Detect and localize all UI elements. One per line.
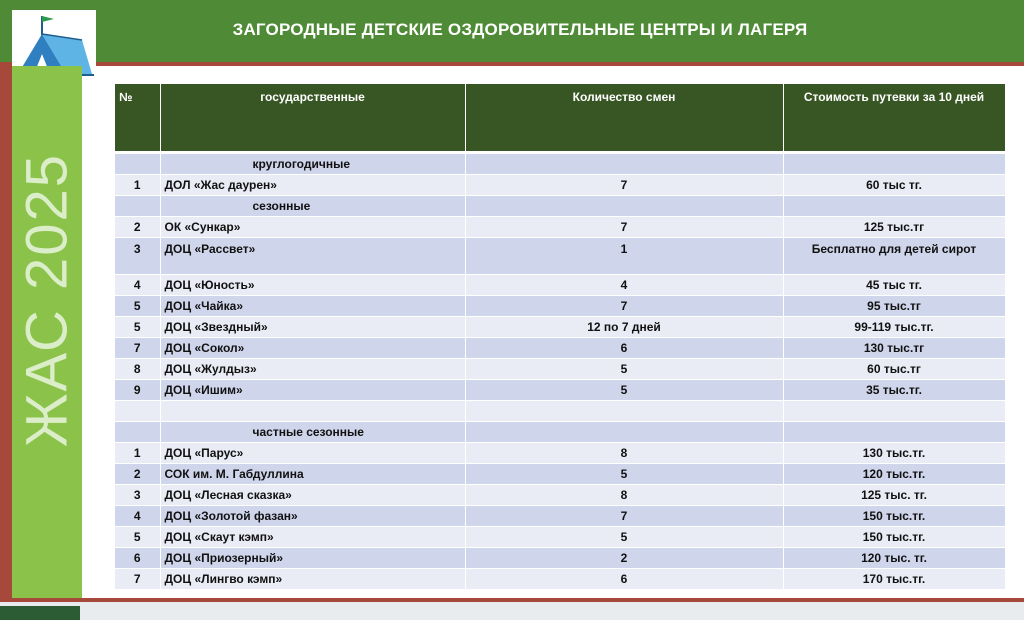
bottom-green-block bbox=[0, 606, 80, 620]
bottom-band bbox=[0, 602, 1024, 620]
row-number: 2 bbox=[115, 464, 160, 485]
row-shifts: 12 по 7 дней bbox=[465, 317, 783, 338]
top-divider bbox=[0, 62, 1024, 66]
row-shifts bbox=[465, 401, 783, 422]
row-shifts: 5 bbox=[465, 464, 783, 485]
row-number: 1 bbox=[115, 443, 160, 464]
row-price: 125 тыс.тг bbox=[783, 217, 1005, 238]
row-price bbox=[783, 196, 1005, 217]
row-price: 99-119 тыс.тг. bbox=[783, 317, 1005, 338]
row-shifts: 1 bbox=[465, 238, 783, 275]
row-price: 170 тыс.тг. bbox=[783, 569, 1005, 590]
row-shifts: 8 bbox=[465, 485, 783, 506]
row-number bbox=[115, 154, 160, 175]
row-number: 5 bbox=[115, 317, 160, 338]
row-shifts: 6 bbox=[465, 338, 783, 359]
row-number: 7 bbox=[115, 338, 160, 359]
row-shifts: 5 bbox=[465, 527, 783, 548]
row-shifts: 7 bbox=[465, 506, 783, 527]
row-name: ДОЦ «Скаут кэмп» bbox=[160, 527, 465, 548]
row-number: 3 bbox=[115, 238, 160, 275]
section-row bbox=[115, 422, 1005, 443]
table-row bbox=[115, 569, 1005, 590]
row-name: ДОЦ «Лингво кэмп» bbox=[160, 569, 465, 590]
page-title: ЗАГОРОДНЫЕ ДЕТСКИЕ ОЗДОРОВИТЕЛЬНЫЕ ЦЕНТРЫ И ЛАГЕРЯ bbox=[232, 20, 808, 39]
row-number: 3 bbox=[115, 485, 160, 506]
table-row bbox=[115, 296, 1005, 317]
table-header-row bbox=[115, 84, 1005, 151]
row-shifts: 7 bbox=[465, 217, 783, 238]
header-price: Стоимость путевки за 10 дней bbox=[783, 84, 1005, 151]
row-price: 60 тыс.тг bbox=[783, 359, 1005, 380]
row-name: ДОЦ «Звездный» bbox=[160, 317, 465, 338]
row-price: Бесплатно для детей сирот bbox=[783, 238, 1005, 275]
section-row bbox=[115, 154, 1005, 175]
camps-table bbox=[115, 84, 1006, 590]
row-name: ДОЦ «Рассвет» bbox=[160, 238, 465, 275]
row-shifts: 7 bbox=[465, 296, 783, 317]
row-name: ДОЦ «Чайка» bbox=[160, 296, 465, 317]
row-name: ДОЦ «Лесная сказка» bbox=[160, 485, 465, 506]
row-shifts bbox=[465, 196, 783, 217]
row-name: ДОЦ «Юность» bbox=[160, 275, 465, 296]
row-name: ДОЦ «Приозерный» bbox=[160, 548, 465, 569]
row-number: 5 bbox=[115, 296, 160, 317]
row-number: 9 bbox=[115, 380, 160, 401]
section-label: частные сезонные bbox=[160, 422, 465, 443]
row-name: ДОЦ «Золотой фазан» bbox=[160, 506, 465, 527]
row-price: 150 тыс.тг. bbox=[783, 527, 1005, 548]
row-number: 4 bbox=[115, 275, 160, 296]
table-row bbox=[115, 485, 1005, 506]
side-stripe-red bbox=[0, 62, 12, 602]
row-number: 2 bbox=[115, 217, 160, 238]
row-name: ОК «Сункар» bbox=[160, 217, 465, 238]
row-name: СОК им. М. Габдуллина bbox=[160, 464, 465, 485]
row-name: ДОЦ «Ишим» bbox=[160, 380, 465, 401]
row-price: 125 тыс. тг. bbox=[783, 485, 1005, 506]
row-number: 7 bbox=[115, 569, 160, 590]
row-price: 35 тыс.тг. bbox=[783, 380, 1005, 401]
row-number: 8 bbox=[115, 359, 160, 380]
vertical-year-text: ЖАС 2025 bbox=[14, 153, 80, 447]
table-body bbox=[115, 154, 1005, 590]
table-row bbox=[115, 464, 1005, 485]
section-row bbox=[115, 196, 1005, 217]
table-row bbox=[115, 380, 1005, 401]
row-shifts: 4 bbox=[465, 275, 783, 296]
section-label: сезонные bbox=[160, 196, 465, 217]
header-shifts: Количество смен bbox=[465, 84, 783, 151]
table-row bbox=[115, 238, 1005, 275]
row-price: 45 тыс тг. bbox=[783, 275, 1005, 296]
table-row bbox=[115, 338, 1005, 359]
row-price: 130 тыс.тг. bbox=[783, 443, 1005, 464]
row-number: 6 bbox=[115, 548, 160, 569]
row-number bbox=[115, 196, 160, 217]
section-label: круглогодичные bbox=[160, 154, 465, 175]
header-name: государственные bbox=[160, 84, 465, 151]
row-number bbox=[115, 401, 160, 422]
row-shifts: 6 bbox=[465, 569, 783, 590]
row-number bbox=[115, 422, 160, 443]
row-shifts: 5 bbox=[465, 380, 783, 401]
table-row bbox=[115, 548, 1005, 569]
table-row bbox=[115, 175, 1005, 196]
row-shifts: 8 bbox=[465, 443, 783, 464]
table-row bbox=[115, 217, 1005, 238]
row-number: 1 bbox=[115, 175, 160, 196]
row-price: 120 тыс.тг. bbox=[783, 464, 1005, 485]
empty-row bbox=[115, 401, 1005, 422]
row-shifts bbox=[465, 154, 783, 175]
header-number: № bbox=[115, 84, 160, 151]
table-row bbox=[115, 506, 1005, 527]
row-shifts: 5 bbox=[465, 359, 783, 380]
table-row bbox=[115, 275, 1005, 296]
row-name: ДОЦ «Парус» bbox=[160, 443, 465, 464]
table-row bbox=[115, 359, 1005, 380]
row-price: 60 тыс тг. bbox=[783, 175, 1005, 196]
row-shifts bbox=[465, 422, 783, 443]
row-number: 4 bbox=[115, 506, 160, 527]
row-price bbox=[783, 401, 1005, 422]
row-shifts: 2 bbox=[465, 548, 783, 569]
row-price: 150 тыс.тг. bbox=[783, 506, 1005, 527]
table-row bbox=[115, 317, 1005, 338]
row-price: 130 тыс.тг bbox=[783, 338, 1005, 359]
row-shifts: 7 bbox=[465, 175, 783, 196]
row-price: 95 тыс.тг bbox=[783, 296, 1005, 317]
row-price: 120 тыс. тг. bbox=[783, 548, 1005, 569]
row-name: ДОЦ «Жулдыз» bbox=[160, 359, 465, 380]
table-row bbox=[115, 527, 1005, 548]
row-name: ДОЛ «Жас даурен» bbox=[160, 175, 465, 196]
row-price bbox=[783, 422, 1005, 443]
row-number: 5 bbox=[115, 527, 160, 548]
row-price bbox=[783, 154, 1005, 175]
row-name bbox=[160, 401, 465, 422]
table-row bbox=[115, 443, 1005, 464]
row-name: ДОЦ «Сокол» bbox=[160, 338, 465, 359]
